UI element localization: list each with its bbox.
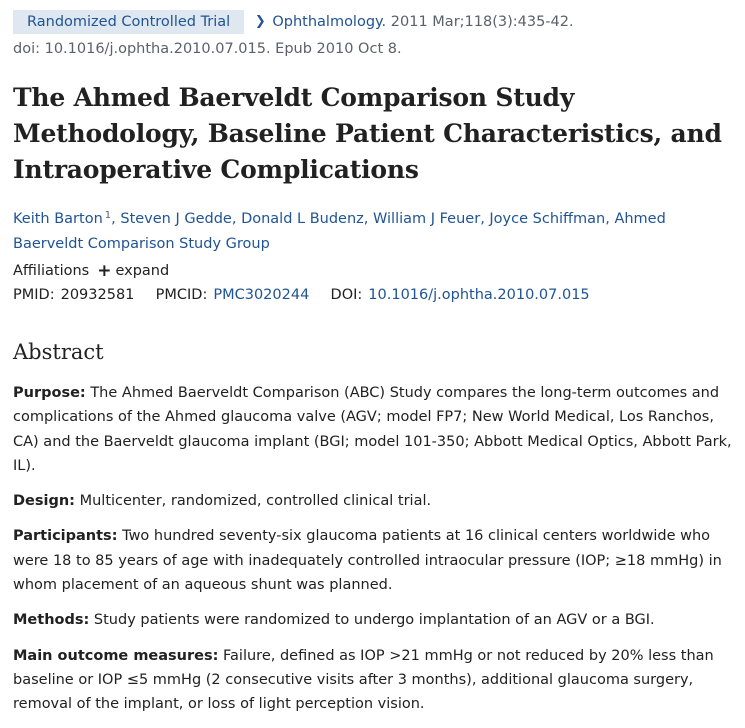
section-label: Purpose: [13,385,86,401]
pmid-value: 20932581 [60,287,135,303]
section-label: Methods: [13,612,90,629]
author-link[interactable]: Keith Barton [13,211,103,227]
abstract-body [13,381,735,728]
abstract-section [13,489,735,513]
journal-link[interactable]: Ophthalmology. [272,14,387,30]
expand-label: expand [115,263,170,279]
author-link[interactable]: Joyce Schiffman [489,211,606,227]
doi-label: DOI: [330,287,363,303]
section-text: The Ahmed Baerveldt Comparison (ABC) Study compares the long-term outcomes and complications of the Ahmed glaucoma valve (AGV; model FP7; New World Medical, Los Ranchos, CA) and the Baerveldt glaucoma implant (BGI; model 101-350; Abbott Medical Optics, Abbott Park, IL). [13,385,732,474]
abstract-section [13,644,735,717]
authors-list: Keith Barton $^1$, Steven J Gedde, Donald L Budenz, William J Feuer, Joyce Schiffman, Ahmed Baerveldt Comparison Study Group [13,210,666,252]
doi-epub-line: doi: 10.1016/j.ophtha.2010.07.015. Epub 2010 Oct 8. [13,41,402,57]
affiliations-label: Affiliations [13,263,90,279]
abstract-section [13,608,735,632]
pmcid-label: PMCID: [155,287,208,303]
chevron-right-icon[interactable]: ❯ [254,14,266,29]
section-label: Design: [13,493,75,510]
pmcid-link[interactable]: PMC3020244 [213,287,310,303]
doi-link[interactable]: 10.1016/j.ophtha.2010.07.015 [368,287,590,303]
section-text: Study patients were randomized to undergo implantation of an AGV or a BGI. [93,612,655,629]
author-link[interactable]: Donald L Budenz [241,211,364,227]
affiliation-superscript[interactable]: 1 [104,210,112,221]
abstract-heading: Abstract [13,340,104,364]
section-text: Multicenter, randomized, controlled clinical trial. [79,493,432,510]
abstract-section [13,524,735,597]
plus-icon: + [97,261,112,281]
author-link[interactable]: Ahmed Baerveldt Comparison Study Group [13,211,666,252]
author-link[interactable]: Steven J Gedde [120,211,232,227]
section-label: Participants: [13,528,118,545]
abstract-section [13,381,735,478]
citation-row [13,10,737,35]
section-label: Main outcome measures: [13,647,219,664]
publication-type-badge[interactable]: Randomized Controlled Trial [13,10,244,34]
pmid-label: PMID: [13,287,55,303]
article-title: The Ahmed Baerveldt Comparison Study Methodology, Baseline Patient Characteristics, and Intraoperative Complications [13,83,722,184]
citation-details: 2011 Mar;118(3):435-42. [390,14,574,30]
affiliations-toggle[interactable] [13,260,169,280]
identifiers-row [13,287,590,303]
section-text: Two hundred seventy-six glaucoma patients at 16 clinical centers worldwide who were 18 to 85 years of age with inadequately controlled intraocular pressure (IOP; ≥18 mmHg) in whom placement of an aqueous shunt was planned. [13,528,722,594]
author-link[interactable]: William J Feuer [373,211,481,227]
section-text: Failure, defined as IOP >21 mmHg or not reduced by 20% less than baseline or IOP ≤5 mmHg (2 consecutive visits after 3 months), additional glaucoma surgery, removal of the implant, or loss of light perception vision. [13,647,714,713]
